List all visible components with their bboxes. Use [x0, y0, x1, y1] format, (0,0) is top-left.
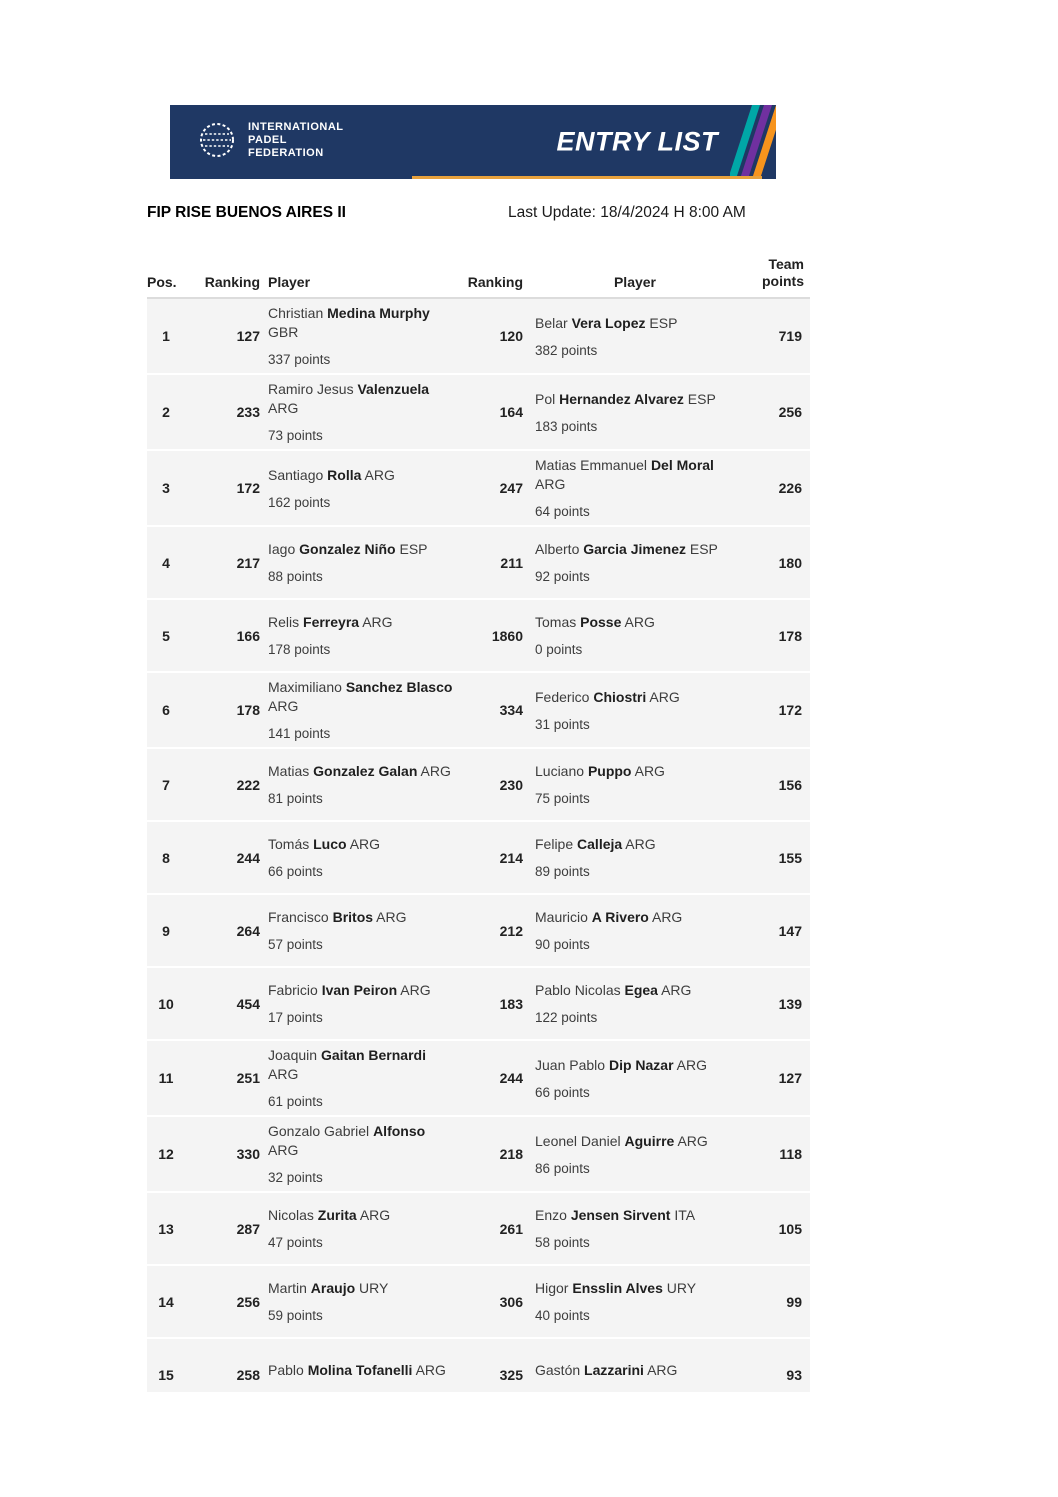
player-name-right [535, 835, 745, 854]
position-cell: 4 [162, 554, 170, 571]
player-points-left: 66 points [268, 864, 323, 879]
document-title-row [147, 204, 847, 222]
player-points-left: 17 points [268, 1010, 323, 1025]
player-first-name: Enzo [535, 1207, 567, 1223]
player-last-name: Hernandez Alvarez [559, 390, 684, 407]
player-points-right: 382 points [535, 342, 598, 358]
ranking-cell-left: 264 [236, 922, 260, 939]
col-header-ranking-left: Ranking [204, 274, 260, 290]
player-last-name: A Rivero [591, 909, 649, 925]
player-points-left: 81 points [268, 791, 323, 806]
header-banner [170, 105, 776, 179]
team-points-cell: 256 [778, 404, 802, 420]
position-cell: 3 [162, 480, 170, 496]
player-first-name: Iago [268, 541, 296, 557]
player-last-name: Posse [580, 614, 622, 630]
player-name-right [535, 314, 745, 333]
entry-list-title: ENTRY LIST [556, 126, 718, 157]
player-first-name: Belar [535, 314, 568, 331]
player-name-left [268, 981, 458, 1000]
player-first-name: Felipe [535, 836, 574, 852]
player-first-name: Maximiliano [268, 679, 342, 695]
player-name-right [535, 613, 745, 632]
player-cell-right [525, 830, 745, 885]
team-points-cell: 178 [778, 627, 802, 644]
player-first-name: Juan Pablo [535, 1056, 606, 1073]
team-points-cell: 127 [778, 1070, 802, 1086]
col-header-pos: Pos. [147, 274, 177, 290]
player-last-name: Del Moral [650, 457, 714, 473]
position-cell: 11 [158, 1070, 174, 1086]
team-points-cell: 93 [786, 1366, 802, 1383]
ranking-cell-left: 172 [236, 480, 260, 496]
player-points-left: 57 points [268, 937, 323, 952]
player-last-name: Gonzalez Niño [299, 541, 396, 557]
table-row [147, 299, 810, 375]
table-row [147, 895, 810, 968]
player-name-right [535, 1056, 745, 1075]
player-cell-right [525, 451, 745, 525]
player-country-code: ARG [364, 466, 395, 483]
player-cell-right [525, 1201, 745, 1256]
player-cell-left [262, 1041, 458, 1115]
position-cell: 13 [158, 1220, 174, 1237]
table-row [147, 749, 810, 822]
position-cell: 6 [162, 702, 170, 718]
player-points-right: 0 points [535, 642, 583, 657]
ranking-cell-left: 127 [236, 328, 260, 344]
player-first-name: Martin [268, 1280, 307, 1296]
player-first-name: Pablo Nicolas [535, 982, 621, 998]
position-cell: 1 [162, 328, 170, 344]
player-points-right: 66 points [535, 1084, 590, 1100]
player-first-name: Leonel Daniel [535, 1132, 621, 1149]
player-cell-right [525, 385, 745, 440]
player-country-code: ARG [415, 1361, 446, 1378]
player-cell-left [262, 903, 458, 958]
player-country-code: ARG [268, 1142, 299, 1158]
table-row [147, 673, 810, 749]
position-cell: 9 [162, 922, 170, 939]
player-name-right [535, 1361, 745, 1380]
player-last-name: Garcia Jimenez [583, 541, 686, 557]
player-cell-left [262, 375, 458, 449]
ranking-cell-right: 183 [499, 995, 523, 1012]
player-first-name: Matias Emmanuel [535, 457, 648, 473]
player-cell-left [262, 299, 458, 373]
ranking-cell-left: 244 [236, 849, 260, 866]
player-cell-right [525, 535, 745, 590]
ranking-cell-left: 166 [236, 627, 260, 644]
player-last-name: Ivan Peiron [321, 982, 398, 998]
player-points-right: 92 points [535, 569, 590, 584]
player-country-code: ARG [624, 614, 655, 630]
ranking-cell-right: 164 [499, 404, 523, 420]
ranking-cell-left: 233 [236, 404, 260, 420]
ranking-cell-right: 214 [499, 849, 523, 866]
player-last-name: Vera Lopez [571, 314, 646, 331]
ranking-cell-right: 334 [499, 702, 523, 718]
table-row [147, 968, 810, 1041]
table-row [147, 1117, 810, 1193]
banner-accent-line [412, 176, 762, 179]
player-name-right [535, 688, 745, 707]
logo-line-3: FEDERATION [248, 146, 324, 159]
player-name-left [268, 762, 458, 781]
player-name-left [268, 835, 458, 854]
player-last-name: Medina Murphy [327, 305, 430, 321]
player-cell-right [525, 757, 745, 812]
ranking-cell-left: 330 [236, 1146, 260, 1162]
player-points-right: 58 points [535, 1235, 590, 1250]
player-points-left: 59 points [268, 1308, 323, 1323]
player-last-name: Valenzuela [357, 381, 430, 397]
table-body [147, 299, 810, 1392]
player-cell-left [262, 673, 458, 747]
player-cell-left [262, 461, 458, 516]
player-points-left: 47 points [268, 1235, 323, 1250]
player-points-left: 73 points [268, 428, 323, 443]
player-country-code: ARG [677, 1132, 708, 1149]
player-first-name: Luciano [535, 763, 585, 779]
team-points-cell: 147 [778, 922, 802, 939]
player-last-name: Zurita [317, 1207, 357, 1223]
col-header-team-line1: Team [768, 256, 804, 272]
player-country-code: ARG [647, 1361, 678, 1378]
player-name-right [535, 908, 745, 927]
player-points-left: 337 points [268, 352, 331, 367]
player-last-name: Puppo [587, 763, 632, 779]
player-country-code: ARG [420, 763, 451, 779]
table-row [147, 527, 810, 600]
player-points-right: 90 points [535, 937, 590, 952]
player-last-name: Ensslin Alves [572, 1280, 663, 1296]
col-header-player-left: Player [268, 274, 311, 290]
logo-line-2: PADEL [248, 133, 287, 146]
player-last-name: Calleja [577, 836, 623, 852]
player-last-name: Rolla [327, 466, 362, 483]
player-last-name: Jensen Sirvent [570, 1207, 671, 1223]
player-first-name: Tomás [268, 836, 310, 852]
table-header-row [147, 253, 810, 299]
player-points-right: 64 points [535, 504, 590, 519]
player-name-right [535, 390, 745, 409]
player-last-name: Dip Nazar [608, 1056, 674, 1073]
player-country-code: ARG [376, 909, 407, 925]
player-country-code: ARG [359, 1207, 391, 1223]
team-points-cell: 118 [779, 1146, 802, 1162]
player-country-code: ESP [687, 390, 716, 407]
table-row [147, 822, 810, 895]
player-country-code: ARG [349, 836, 381, 852]
ranking-cell-right: 325 [499, 1366, 523, 1383]
player-name-left [268, 466, 458, 485]
ranking-cell-left: 258 [236, 1366, 260, 1383]
player-last-name: Chiostri [593, 688, 647, 705]
ranking-cell-left: 222 [236, 776, 260, 793]
player-cell-left [262, 1274, 458, 1329]
player-points-left: 162 points [268, 494, 331, 510]
player-points-left: 88 points [268, 569, 323, 584]
player-country-code: ARG [535, 476, 566, 492]
player-country-code: ARG [649, 688, 680, 705]
player-first-name: Fabricio [268, 982, 318, 998]
player-cell-right [525, 1356, 745, 1393]
player-country-code: ARG [634, 763, 665, 779]
player-cell-left [262, 1356, 458, 1393]
player-name-right [535, 540, 745, 559]
player-name-right [535, 762, 745, 781]
entry-list-table [147, 253, 810, 1392]
team-points-cell: 99 [786, 1293, 802, 1310]
player-last-name: Aguirre [624, 1132, 675, 1149]
col-header-team-line2: points [762, 273, 804, 289]
player-country-code: ARG [625, 836, 656, 852]
table-row [147, 1193, 810, 1266]
player-points-right: 31 points [535, 716, 590, 732]
ranking-cell-right: 212 [499, 922, 523, 939]
position-cell: 8 [162, 849, 170, 866]
player-points-left: 141 points [268, 726, 331, 741]
player-first-name: Gonzalo Gabriel [268, 1123, 370, 1139]
last-update-text: Last Update: 18/4/2024 H 8:00 AM [508, 204, 746, 221]
player-points-right: 86 points [535, 1160, 590, 1176]
player-points-left: 61 points [268, 1094, 323, 1109]
player-name-right [535, 1279, 745, 1298]
player-points-right: 89 points [535, 864, 590, 879]
ranking-cell-left: 217 [236, 554, 260, 571]
player-last-name: Ferreyra [303, 614, 360, 630]
position-cell: 12 [158, 1146, 174, 1162]
table-row [147, 1041, 810, 1117]
player-cell-right [525, 976, 745, 1031]
col-header-team-points [745, 256, 810, 290]
player-first-name: Alberto [535, 541, 580, 557]
player-first-name: Pablo [268, 1361, 304, 1378]
table-row [147, 375, 810, 451]
position-cell: 5 [162, 627, 170, 644]
player-name-right [535, 456, 745, 494]
player-last-name: Egea [624, 982, 658, 998]
player-country-code: ARG [268, 698, 299, 714]
player-first-name: Joaquin [268, 1047, 318, 1063]
ranking-cell-left: 251 [236, 1070, 260, 1086]
ranking-cell-right: 211 [500, 554, 523, 571]
player-points-right: 40 points [535, 1308, 590, 1323]
player-cell-left [262, 976, 458, 1031]
team-points-cell: 139 [778, 995, 802, 1012]
player-last-name: Gonzalez Galan [313, 763, 418, 779]
ranking-cell-right: 244 [499, 1070, 523, 1086]
logo-line-1: INTERNATIONAL [248, 120, 344, 133]
ranking-cell-right: 306 [499, 1293, 523, 1310]
ranking-cell-left: 178 [236, 702, 260, 718]
player-name-left [268, 304, 458, 342]
player-name-left [268, 1046, 458, 1084]
ranking-cell-right: 261 [499, 1220, 523, 1237]
player-last-name: Alfonso [373, 1123, 426, 1139]
position-cell: 7 [162, 776, 170, 793]
player-cell-right [525, 683, 745, 738]
team-points-cell: 180 [778, 554, 802, 571]
ranking-cell-left: 454 [236, 995, 260, 1012]
player-name-left [268, 1122, 458, 1160]
player-cell-right [525, 1274, 745, 1329]
team-points-cell: 226 [778, 480, 802, 496]
player-cell-right [525, 1127, 745, 1182]
table-row [147, 600, 810, 673]
player-cell-left [262, 1201, 458, 1256]
table-row [147, 451, 810, 527]
player-last-name: Sanchez Blasco [345, 679, 453, 695]
event-title: FIP RISE BUENOS AIRES II [147, 204, 346, 221]
position-cell: 2 [162, 404, 170, 420]
player-first-name: Gastón [535, 1361, 581, 1378]
player-name-left [268, 380, 458, 418]
ranking-cell-right: 230 [499, 776, 523, 793]
player-first-name: Higor [535, 1280, 569, 1296]
banner-stripes-decoration [730, 105, 776, 179]
player-country-code: ARG [268, 400, 299, 416]
player-country-code: ESP [649, 314, 678, 331]
player-first-name: Ramiro Jesus [268, 381, 354, 397]
player-name-left [268, 1361, 458, 1380]
player-country-code: ESP [399, 541, 428, 557]
player-cell-left [262, 608, 458, 663]
player-country-code: URY [359, 1280, 389, 1296]
player-name-right [535, 981, 745, 1000]
player-country-code: ITA [674, 1207, 696, 1223]
player-first-name: Santiago [268, 466, 324, 483]
col-header-player-right: Player [613, 274, 657, 290]
ranking-cell-right: 120 [499, 328, 523, 344]
player-cell-right [525, 903, 745, 958]
player-country-code: ARG [661, 982, 692, 998]
player-last-name: Gaitan Bernardi [320, 1047, 426, 1063]
player-country-code: ARG [676, 1056, 707, 1073]
player-name-left [268, 1279, 458, 1298]
player-points-right: 122 points [535, 1010, 598, 1025]
player-first-name: Relis [268, 614, 300, 630]
player-points-right: 75 points [535, 791, 590, 806]
player-name-right [535, 1206, 745, 1225]
position-cell: 10 [158, 995, 174, 1012]
player-last-name: Molina Tofanelli [307, 1361, 413, 1378]
player-points-left: 32 points [268, 1170, 323, 1185]
position-cell: 14 [158, 1293, 174, 1310]
col-header-ranking-right: Ranking [467, 274, 523, 290]
player-last-name: Luco [313, 836, 347, 852]
player-first-name: Tomas [535, 614, 577, 630]
player-first-name: Pol [535, 390, 556, 407]
player-first-name: Mauricio [535, 909, 588, 925]
ipf-logo-text [248, 121, 344, 160]
player-first-name: Matias [268, 763, 310, 779]
ranking-cell-right: 247 [499, 480, 523, 496]
player-first-name: Francisco [268, 909, 329, 925]
player-last-name: Araujo [310, 1280, 356, 1296]
player-first-name: Federico [535, 688, 590, 705]
table-row [147, 1339, 810, 1392]
team-points-cell: 105 [778, 1220, 802, 1237]
player-cell-right [525, 309, 745, 364]
ranking-cell-right: 218 [499, 1146, 523, 1162]
player-first-name: Christian [268, 305, 324, 321]
player-cell-left [262, 830, 458, 885]
player-last-name: Lazzarini [584, 1361, 644, 1378]
player-country-code: GBR [268, 324, 299, 340]
player-country-code: ARG [362, 614, 393, 630]
player-first-name: Nicolas [268, 1207, 314, 1223]
player-country-code: URY [666, 1280, 697, 1296]
player-name-left [268, 908, 458, 927]
player-cell-left [262, 535, 458, 590]
position-cell: 15 [158, 1366, 174, 1383]
player-country-code: ARG [651, 909, 683, 925]
team-points-cell: 172 [778, 702, 802, 718]
ranking-cell-left: 287 [236, 1220, 260, 1237]
ranking-cell-left: 256 [236, 1293, 260, 1310]
player-cell-right [525, 1051, 745, 1106]
team-points-cell: 719 [778, 328, 802, 344]
player-name-left [268, 678, 458, 716]
player-cell-left [262, 1117, 458, 1191]
player-country-code: ESP [689, 541, 718, 557]
team-points-cell: 156 [778, 776, 802, 793]
ranking-cell-right: 1860 [491, 627, 523, 644]
table-row [147, 1266, 810, 1339]
player-points-right: 183 points [535, 418, 598, 434]
player-points-left: 178 points [268, 642, 331, 657]
player-name-left [268, 540, 458, 559]
player-country-code: ARG [400, 982, 431, 998]
ipf-globe-icon [196, 119, 238, 161]
player-cell-right [525, 608, 745, 663]
player-cell-left [262, 757, 458, 812]
player-name-left [268, 613, 458, 632]
player-name-left [268, 1206, 458, 1225]
player-country-code: ARG [268, 1066, 299, 1082]
player-last-name: Britos [332, 909, 374, 925]
team-points-cell: 155 [778, 849, 802, 866]
ipf-logo [196, 119, 344, 161]
player-name-right [535, 1132, 745, 1151]
